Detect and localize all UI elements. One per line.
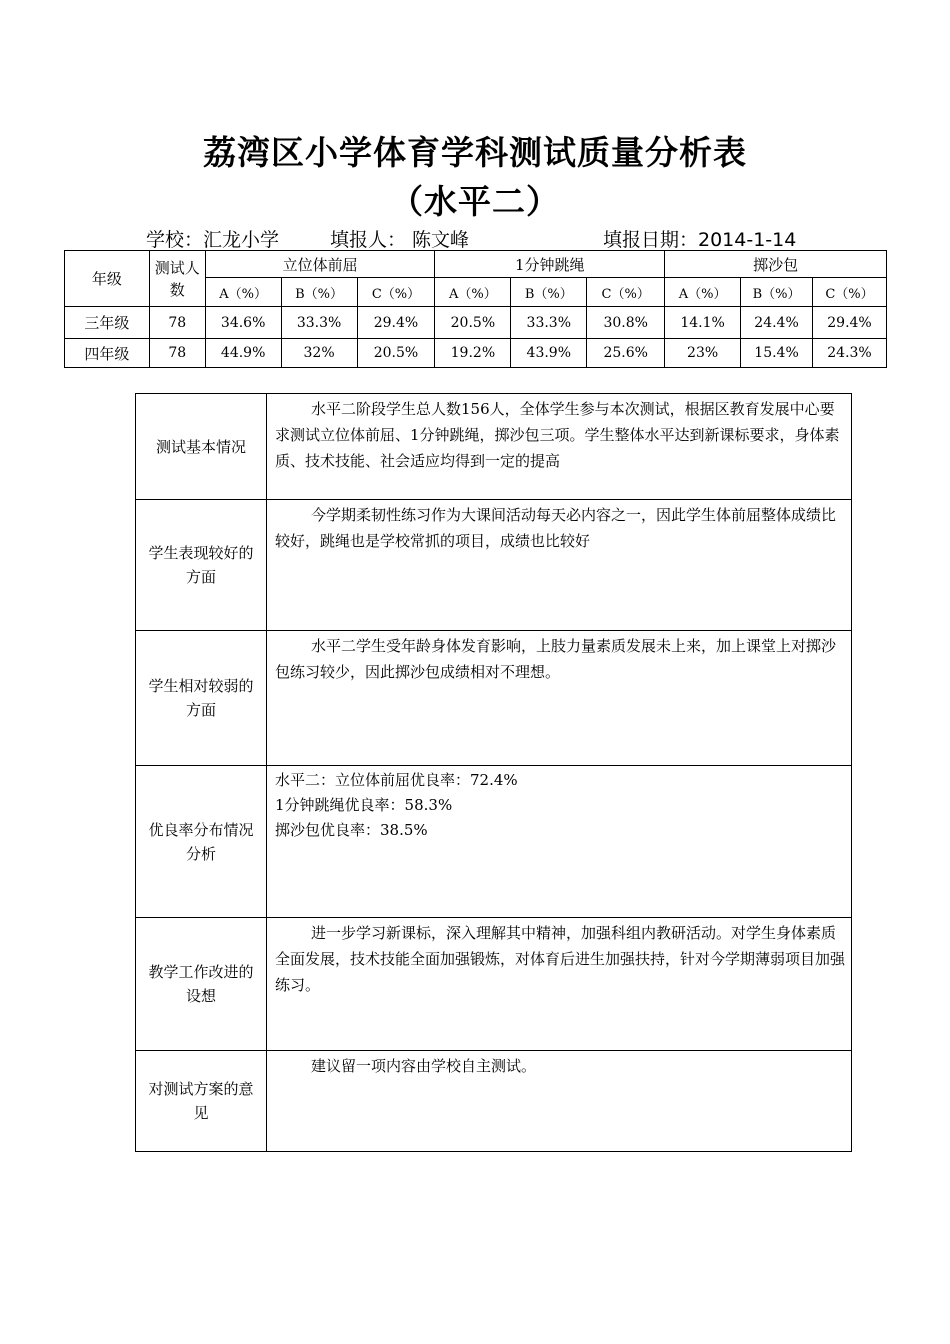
weaknesses-text: 水平二学生受年龄身体发育影响，上肢力量素质发展未上来，加上课堂上对掷沙包练习较少，因此掷沙包成绩相对不理想。: [275, 637, 837, 681]
sub-header: C（%）: [812, 278, 886, 307]
sub-header: C（%）: [587, 278, 665, 307]
analysis-row: [136, 918, 852, 1051]
row-label: 学生表现较好的方面: [136, 500, 267, 631]
header-group-rope-skip: 1分钟跳绳: [435, 251, 665, 278]
analysis-row: [136, 766, 852, 918]
analysis-row: [136, 631, 852, 766]
count-cell: 78: [149, 339, 205, 368]
grade-cell: 三年级: [65, 307, 150, 339]
count-cell: 78: [149, 307, 205, 339]
value-cell: 20.5%: [357, 339, 435, 368]
excellence-rate-line: 掷沙包优良率：38.5%: [275, 821, 428, 839]
date-info: 填报日期：2014-1-14: [603, 229, 797, 251]
value-cell: 29.4%: [812, 307, 886, 339]
value-cell: 23%: [665, 339, 741, 368]
table-row: [65, 339, 887, 368]
value-cell: 24.4%: [741, 307, 813, 339]
analysis-table: [135, 393, 852, 1152]
value-cell: 19.2%: [435, 339, 511, 368]
score-table: [64, 250, 887, 368]
value-cell: 32%: [281, 339, 357, 368]
grade-cell: 四年级: [65, 339, 150, 368]
strengths-text: 今学期柔韧性练习作为大课间活动每天必内容之一，因此学生体前屈整体成绩比较好，跳绳也是学校常抓的项目，成绩也比较好: [275, 506, 837, 550]
excellence-rate-line: 1分钟跳绳优良率：58.3%: [275, 796, 453, 814]
analysis-row: [136, 394, 852, 500]
basic-situation-text: 水平二阶段学生总人数156人，全体学生参与本次测试，根据区教育发展中心要求测试立位体前屈、1分钟跳绳，掷沙包三项。学生整体水平达到新课标要求，身体素质、技术技能、社会适应均得到一定的提高: [275, 400, 840, 470]
page-title: 荔湾区小学体育学科测试质量分析表: [203, 133, 747, 172]
sub-header: B（%）: [281, 278, 357, 307]
value-cell: 15.4%: [741, 339, 813, 368]
school-info: 学校：汇龙小学: [146, 229, 280, 251]
value-cell: 20.5%: [435, 307, 511, 339]
row-label: 优良率分布情况分析: [136, 766, 267, 918]
row-label: 对测试方案的意见: [136, 1051, 267, 1152]
value-cell: 25.6%: [587, 339, 665, 368]
header-group-sandbag: 掷沙包: [665, 251, 887, 278]
value-cell: 24.3%: [812, 339, 886, 368]
sub-header: B（%）: [741, 278, 813, 307]
value-cell: 43.9%: [511, 339, 587, 368]
row-label: 教学工作改进的设想: [136, 918, 267, 1051]
sub-header: A（%）: [435, 278, 511, 307]
value-cell: 30.8%: [587, 307, 665, 339]
analysis-row: [136, 1051, 852, 1152]
improvement-text: 进一步学习新课标，深入理解其中精神，加强科组内教研活动。对学生身体素质全面发展，技术技能全面加强锻炼，对体育后进生加强扶持，针对今学期薄弱项目加强练习。: [275, 924, 846, 994]
value-cell: 33.3%: [511, 307, 587, 339]
opinion-text: 建议留一项内容由学校自主测试。: [311, 1057, 537, 1075]
header-grade: 年级: [65, 251, 150, 307]
reporter-info: 填报人： 陈文峰: [330, 229, 470, 251]
header-group-sit-reach: 立位体前屈: [205, 251, 435, 278]
value-cell: 34.6%: [205, 307, 281, 339]
value-cell: 14.1%: [665, 307, 741, 339]
sub-header: A（%）: [665, 278, 741, 307]
value-cell: 33.3%: [281, 307, 357, 339]
header-count: 测试人数: [149, 251, 205, 307]
value-cell: 29.4%: [357, 307, 435, 339]
row-label: 学生相对较弱的方面: [136, 631, 267, 766]
sub-header: C（%）: [357, 278, 435, 307]
value-cell: 44.9%: [205, 339, 281, 368]
excellence-rate-line: 水平二：立位体前屈优良率：72.4%: [275, 771, 518, 789]
row-label: 测试基本情况: [136, 394, 267, 500]
analysis-row: [136, 500, 852, 631]
sub-header: B（%）: [511, 278, 587, 307]
table-row: [65, 307, 887, 339]
page-subtitle: （水平二）: [390, 182, 560, 221]
sub-header: A（%）: [205, 278, 281, 307]
